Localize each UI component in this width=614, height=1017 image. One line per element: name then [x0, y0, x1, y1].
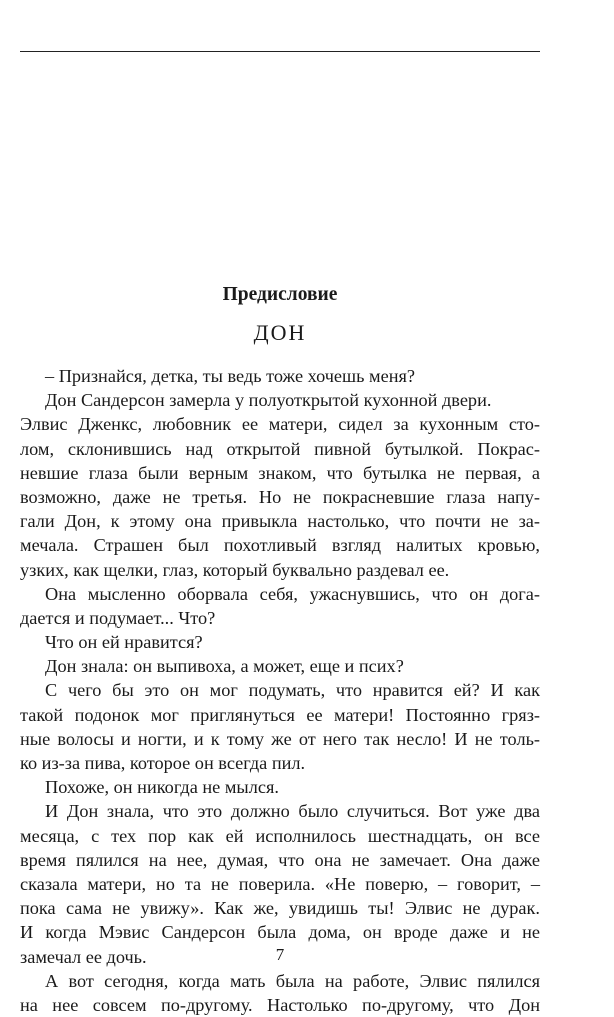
- chapter-subtitle: ДОН: [253, 320, 307, 345]
- text-line: Элвис Дженкс, любовник ее матери, сидел за кухонным сто-: [20, 414, 540, 435]
- text-line: замечал ее дочь.: [20, 946, 147, 967]
- text-line: сказала матери, но та не поверила. «Не поверю, – говорит, –: [20, 873, 540, 894]
- text-line: Она мысленно оборвала себя, ужаснувшись, что он дога-: [45, 583, 540, 604]
- text-line: Дон знала: он выпивоха, а может, еще и псих?: [45, 656, 404, 677]
- text-line: мечала. Страшен был похотливый взгляд налитых кровью,: [20, 535, 540, 556]
- text-line: невшие глаза были верным знаком, что бутылка не первая, а: [20, 462, 540, 483]
- text-line: А вот сегодня, когда мать была на работе, Элвис пялился: [45, 970, 540, 991]
- text-line: возможно, даже не третья. Но не покрасневшие глаза напу-: [20, 486, 540, 507]
- text-line: такой подонок мог приглянуться ее матери! Постоянно гряз-: [20, 704, 540, 725]
- top-rule: [20, 51, 540, 52]
- text-line: гали Дон, к этому она привыкла настолько, что почти не за-: [20, 511, 540, 532]
- text-line: Дон Сандерсон замерла у полуоткрытой кухонной двери.: [45, 390, 492, 411]
- text-line: узких, как щелки, глаз, который буквально раздевал ее.: [20, 559, 450, 580]
- text-line: Похоже, он никогда не мылся.: [45, 777, 279, 798]
- text-line: ные волосы и ногти, и к тому же от него так несло! И не толь-: [20, 728, 540, 749]
- text-line: время пялился на нее, думая, что она не замечает. Она даже: [20, 849, 540, 870]
- text-line: И когда Мэвис Сандерсон была дома, он вроде даже и не: [20, 922, 540, 943]
- text-line: на нее совсем по-другому. Настолько по-другому, что Дон: [20, 994, 540, 1015]
- text-line: Что он ей нравится?: [45, 632, 203, 653]
- text-line: – Признайся, детка, ты ведь тоже хочешь меня?: [45, 366, 416, 386]
- text-line: дается и подумает... Что?: [20, 607, 216, 628]
- chapter-title: Предисловие: [222, 284, 338, 305]
- text-line: пока сама не увижу». Как же, увидишь ты! Элвис не дурак.: [20, 898, 540, 919]
- text-line: ко из-за пива, которое он всегда пил.: [20, 753, 306, 773]
- text-line: И Дон знала, что это должно было случиться. Вот уже два: [45, 801, 540, 822]
- page-number: 7: [275, 945, 285, 964]
- body-text: [20, 364, 540, 1017]
- text-line: лом, склонившись над открытой пивной бутылкой. Покрас-: [20, 438, 540, 459]
- text-line: месяца, с тех пор как ей исполнилось шестнадцать, он все: [20, 825, 540, 846]
- text-line: С чего бы это он мог подумать, что нравится ей? И как: [45, 680, 540, 701]
